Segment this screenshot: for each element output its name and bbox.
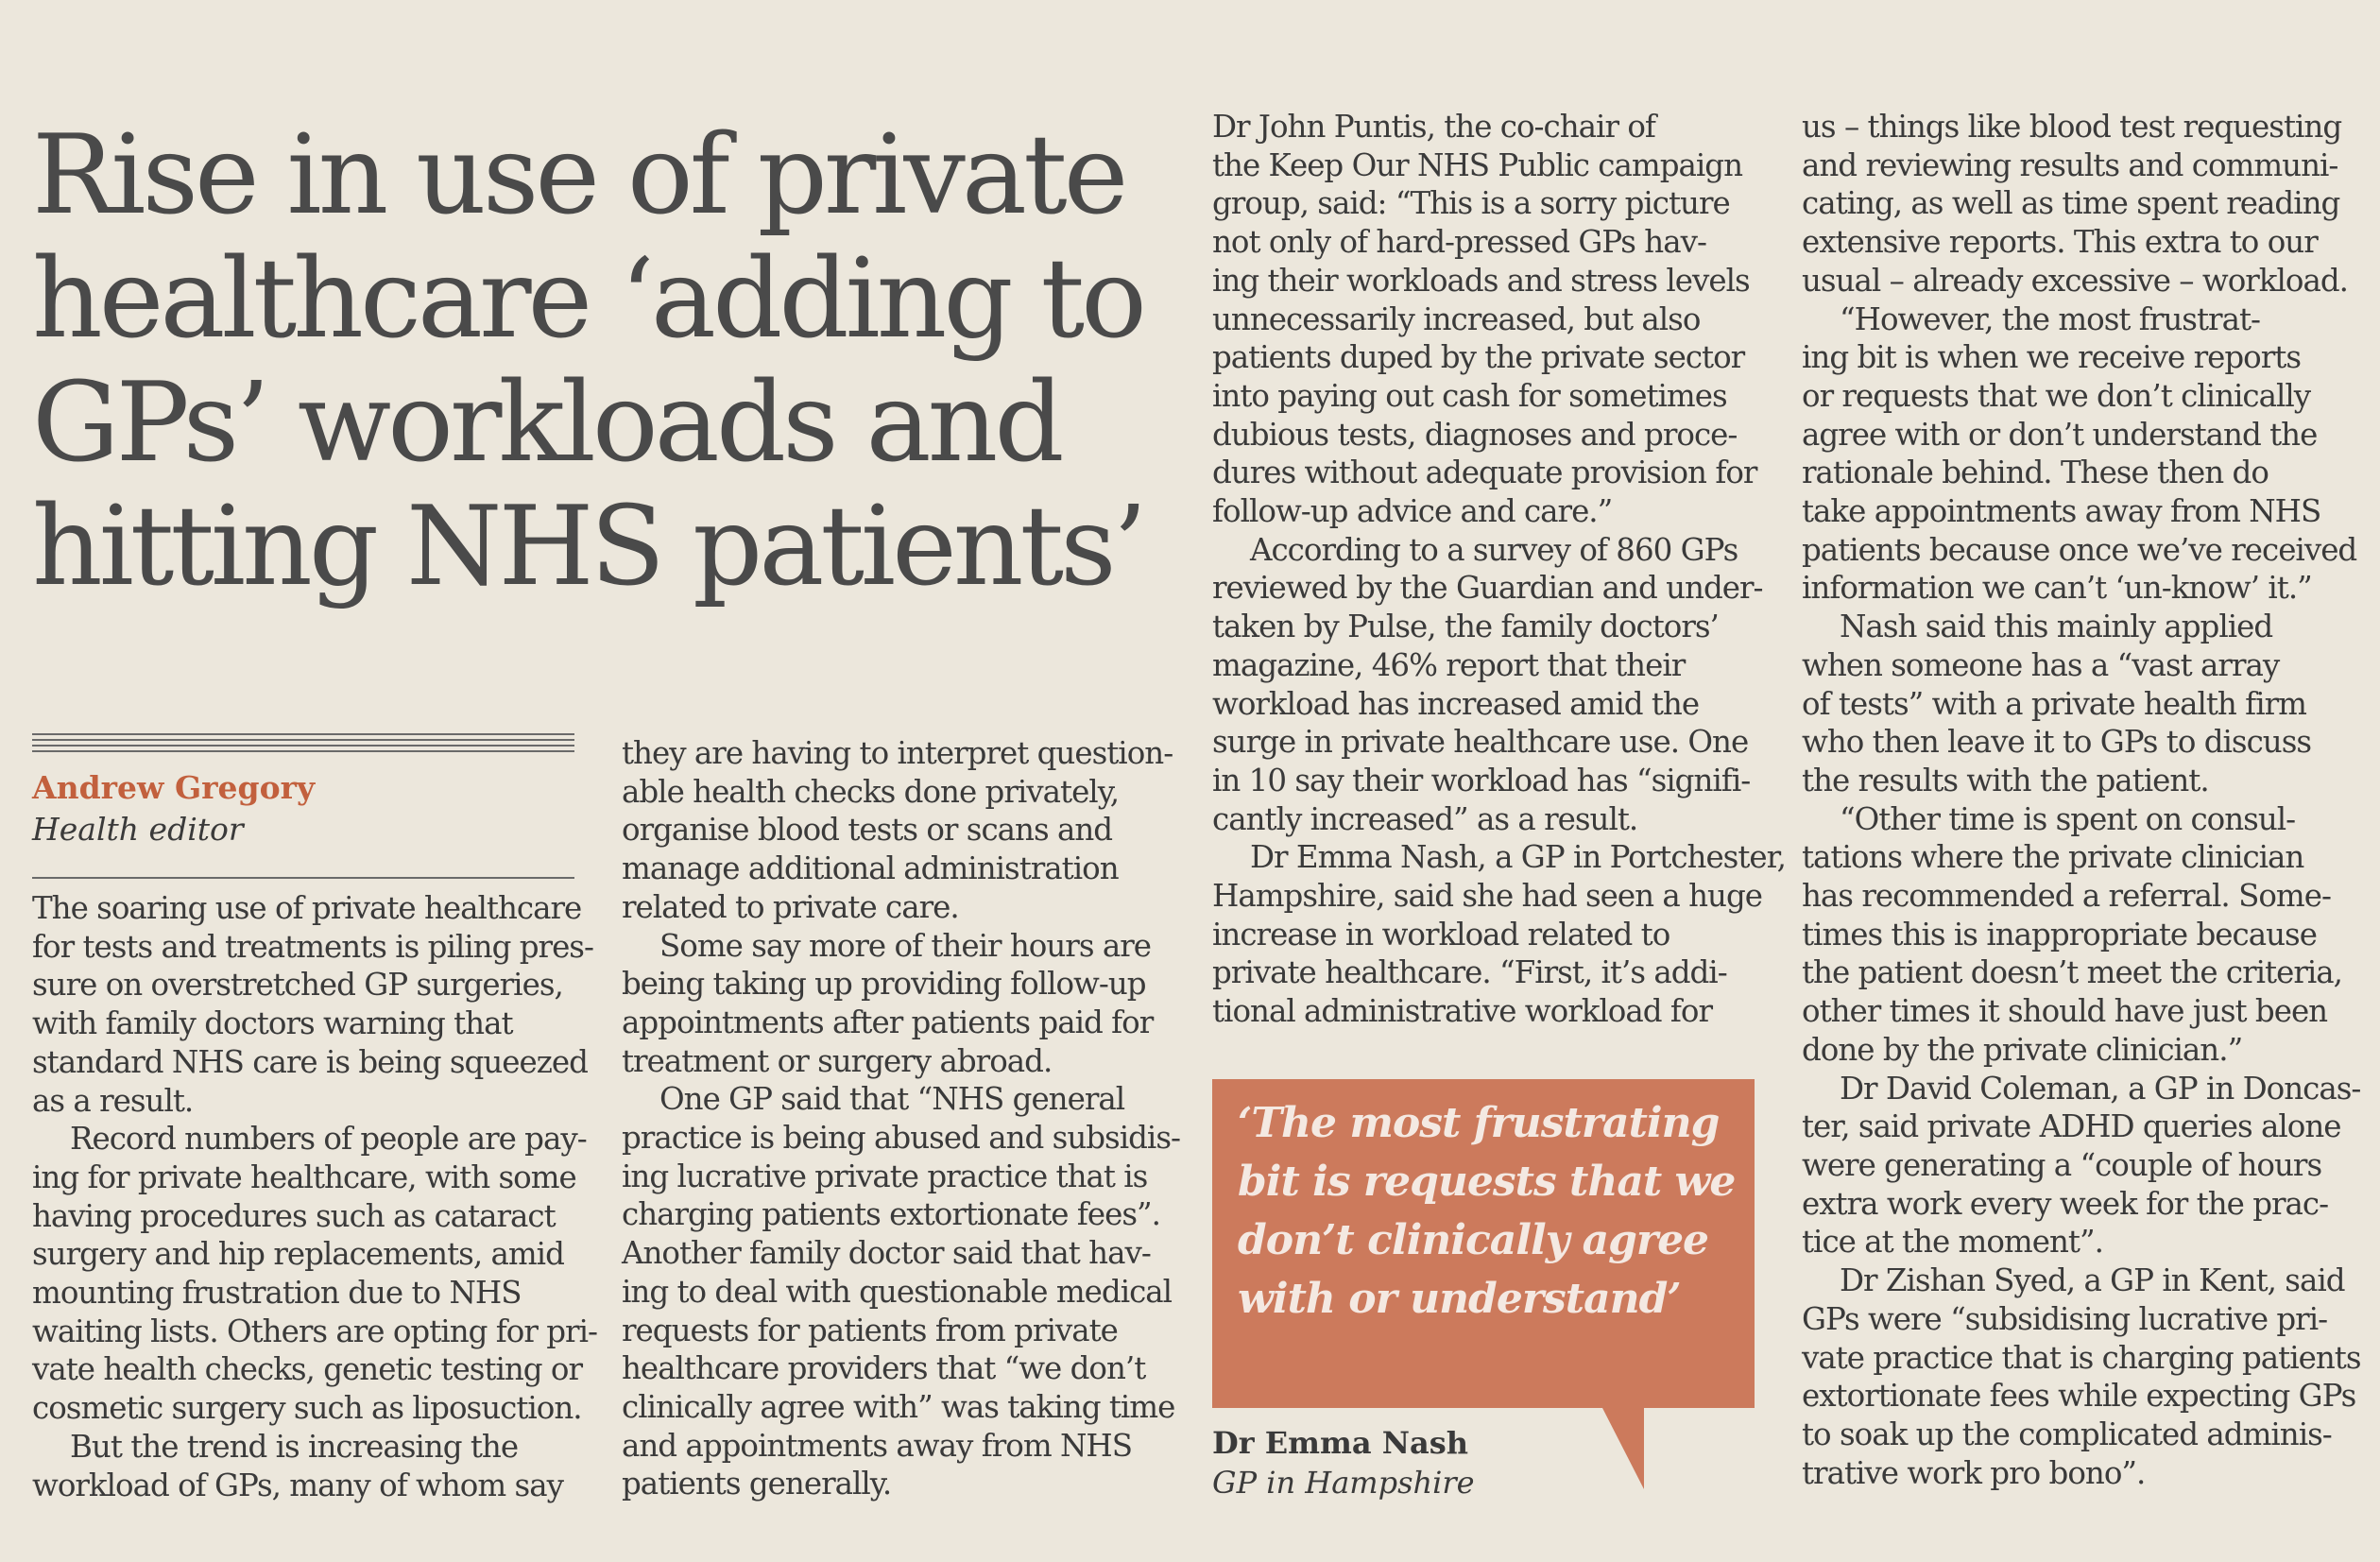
article-line: charging patients extortionate fees”. [622, 1196, 1160, 1233]
article-column-1 [32, 889, 597, 1504]
article-line: or requests that we don’t clinically [1802, 377, 2311, 414]
article-line: Another family doctor said that hav- [622, 1235, 1151, 1272]
article-line: follow-up advice and care.” [1212, 493, 1613, 530]
article-line: clinically agree with” was taking time [622, 1388, 1175, 1425]
article-line: other times it should have just been [1802, 993, 2328, 1030]
article-line: for tests and treatments is piling pres- [32, 928, 593, 965]
article-line: patients generally. [622, 1466, 892, 1502]
article-line: mounting frustration due to NHS [32, 1275, 522, 1312]
pull-quote-text [1238, 1094, 1748, 1329]
article-line: ing for private healthcare, with some [32, 1159, 576, 1195]
article-line: surgery and hip replacements, amid [32, 1236, 564, 1273]
article-line: According to a survey of 860 GPs [1250, 531, 1738, 568]
article-line: they are having to interpret question- [622, 735, 1173, 771]
headline-line: healthcare ‘adding to [32, 235, 1143, 363]
article-line: standard NHS care is being squeezed [32, 1043, 588, 1080]
article-line: surge in private healthcare use. One [1212, 724, 1749, 761]
byline-author: Andrew Gregory [32, 769, 316, 806]
article-line: dures without adequate provision for [1212, 455, 1757, 491]
article-line: workload has increased amid the [1212, 685, 1700, 722]
article-line: agree with or don’t understand the [1802, 416, 2318, 453]
article-line: workload of GPs, many of whom say [32, 1467, 563, 1503]
article-column-2 [622, 734, 1180, 1503]
article-line: vate health checks, genetic testing or [32, 1351, 583, 1388]
pull-quote-attribution-role: GP in Hampshire [1212, 1465, 1475, 1501]
article-line: patients duped by the private sector [1212, 339, 1745, 376]
article-line: One GP said that “NHS general [659, 1081, 1125, 1118]
article-line: ing bit is when we receive reports [1802, 339, 2302, 376]
article-line: as a result. [32, 1082, 194, 1119]
article-line: group, said: “This is a sorry picture [1212, 185, 1730, 222]
article-line: Record numbers of people are pay- [70, 1121, 587, 1158]
headline-line: Rise in use of private [32, 112, 1125, 239]
article-line: Dr John Puntis, the co-chair of [1212, 109, 1655, 145]
article-line: requests for patients from private [622, 1312, 1118, 1348]
article-line: extra work every week for the prac- [1802, 1185, 2329, 1222]
pull-quote-line: don’t clinically agree [1238, 1216, 1709, 1264]
article-column-4 [1802, 108, 2361, 1492]
article-line: cantly increased” as a result. [1212, 800, 1638, 837]
article-line: cating, as well as time spent reading [1802, 185, 2340, 222]
article-line: with family doctors warning that [32, 1005, 513, 1042]
article-line: into paying out cash for sometimes [1212, 377, 1727, 414]
article-line: extensive reports. This extra to our [1802, 224, 2318, 261]
article-line: treatment or surgery abroad. [622, 1042, 1053, 1079]
byline-top-rules [32, 733, 574, 756]
article-line: “However, the most frustrat- [1840, 300, 2260, 337]
pull-quote-attribution-name: Dr Emma Nash [1212, 1425, 1468, 1461]
article-line: the patient doesn’t meet the criteria, [1802, 954, 2342, 991]
article-line: appointments after patients paid for [622, 1004, 1154, 1040]
article-line: when someone has a “vast array [1802, 646, 2280, 683]
article-line: the results with the patient. [1802, 762, 2209, 798]
article-line: tional administrative workload for [1212, 993, 1713, 1030]
article-line: usual – already excessive – workload. [1802, 262, 2348, 299]
article-line: manage additional administration [622, 850, 1119, 887]
pull-quote-line: bit is requests that we [1238, 1158, 1736, 1206]
article-line: trative work pro bono”. [1802, 1454, 2146, 1491]
article-line: practice is being abused and subsidis- [622, 1120, 1180, 1157]
byline-role: Health editor [32, 811, 244, 848]
article-line: cosmetic surgery such as liposuction. [32, 1390, 582, 1427]
article-line: us – things like blood test requesting [1802, 109, 2342, 145]
article-line: dubious tests, diagnoses and proce- [1212, 416, 1738, 453]
article-line: rationale behind. These then do [1802, 455, 2269, 491]
article-line: Hampshire, said she had seen a huge [1212, 878, 1762, 915]
article-line: patients because once we’ve received [1802, 531, 2357, 568]
article-line: and reviewing results and communi- [1802, 146, 2338, 183]
article-line: “Other time is spent on consul- [1840, 800, 2296, 837]
article-line: of tests” with a private health firm [1802, 685, 2306, 722]
article-line: and appointments away from NHS [622, 1427, 1133, 1464]
article-line: times this is inappropriate because [1802, 916, 2317, 953]
article-line: Dr David Coleman, a GP in Doncas- [1840, 1070, 2361, 1107]
article-line: has recommended a referral. Some- [1802, 878, 2331, 915]
article-line: in 10 say their workload has “signifi- [1212, 762, 1751, 798]
article-line: being taking up providing follow-up [622, 966, 1146, 1003]
article-line: Nash said this mainly applied [1840, 609, 2273, 645]
article-line: private healthcare. “First, it’s addi- [1212, 954, 1727, 991]
article-line: healthcare providers that “we don’t [622, 1350, 1146, 1387]
headline-line: GPs’ workloads and [32, 359, 1061, 487]
article-line: magazine, 46% report that their [1212, 646, 1686, 683]
article-line: sure on overstretched GP surgeries, [32, 967, 563, 1004]
pull-quote-line: ‘The most frustrating [1238, 1099, 1720, 1147]
pull-quote-line: with or understand’ [1238, 1275, 1681, 1323]
article-line: information we can’t ‘un-know’ it.” [1802, 570, 2312, 607]
article-line: vate practice that is charging patients [1802, 1339, 2361, 1376]
article-line: organise blood tests or scans and [622, 812, 1113, 849]
article-line: taken by Pulse, the family doctors’ [1212, 609, 1719, 645]
article-line: GPs were “subsidising lucrative pri- [1802, 1300, 2328, 1337]
article-line: The soaring use of private healthcare [32, 890, 582, 926]
article-line: waiting lists. Others are opting for pri- [32, 1313, 597, 1349]
article-line: the Keep Our NHS Public campaign [1212, 146, 1743, 183]
article-column-3 [1212, 108, 1786, 1031]
article-line: related to private care. [622, 888, 959, 925]
article-line: tice at the moment”. [1802, 1224, 2103, 1261]
article-line: to soak up the complicated adminis- [1802, 1416, 2332, 1452]
article-line: extortionate fees while expecting GPs [1802, 1378, 2356, 1415]
article-line: reviewed by the Guardian and under- [1212, 570, 1763, 607]
article-line: unnecessarily increased, but also [1212, 300, 1701, 337]
article-line: having procedures such as cataract [32, 1197, 556, 1234]
article-line: not only of hard-pressed GPs hav- [1212, 224, 1706, 261]
article-line: increase in workload related to [1212, 916, 1670, 953]
article-line: ing their workloads and stress levels [1212, 262, 1750, 299]
article-line: take appointments away from NHS [1802, 493, 2321, 530]
article-line: Dr Emma Nash, a GP in Portchester, [1250, 839, 1786, 876]
article-line: able health checks done privately, [622, 773, 1120, 810]
headline-line: hitting NHS patients’ [32, 483, 1144, 610]
article-line: Some say more of their hours are [659, 927, 1151, 964]
article-line: ing lucrative private practice that is [622, 1158, 1148, 1194]
article-line: ter, said private ADHD queries alone [1802, 1108, 2341, 1145]
pull-quote-tail [1601, 1406, 1644, 1489]
byline-bottom-rule [32, 877, 574, 879]
article-line: ing to deal with questionable medical [622, 1273, 1173, 1310]
article-line: who then leave it to GPs to discuss [1802, 724, 2312, 761]
article-line: tations where the private clinician [1802, 839, 2304, 876]
article-line: done by the private clinician.” [1802, 1031, 2243, 1068]
article-line: Dr Zishan Syed, a GP in Kent, said [1840, 1262, 2345, 1299]
article-line: were generating a “couple of hours [1802, 1146, 2322, 1183]
article-line: But the trend is increasing the [70, 1428, 519, 1465]
headline [32, 113, 1194, 609]
